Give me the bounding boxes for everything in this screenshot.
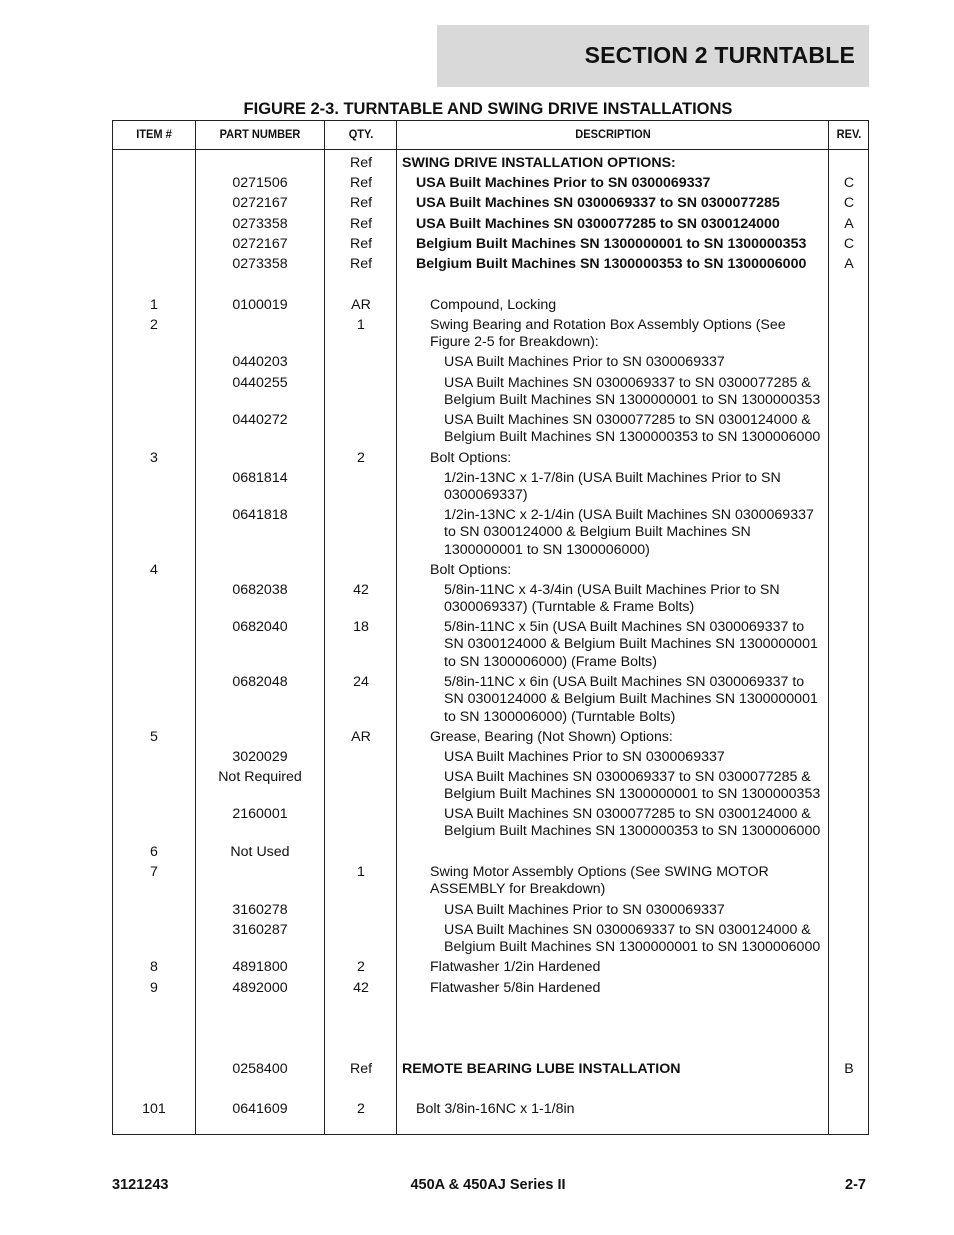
row-part-number: 3160278 [232,902,288,918]
row-description: USA Built Machines SN 0300077285 to SN 0300124000 [416,216,780,232]
row-rev: A [844,256,854,272]
row-part-number: 3160287 [232,922,288,938]
row-description: USA Built Machines SN 0300069337 to SN 0300077285 & Belgium Built Machines SN 1300000001 to SN 1300000353 [444,375,821,409]
row-item-number: 4 [150,562,158,578]
row-description: USA Built Machines Prior to SN 0300069337 [416,175,711,191]
row-part-number: Not Used [230,844,290,860]
footer-page-number: 2-7 [845,1177,866,1193]
row-description: USA Built Machines Prior to SN 0300069337 [444,902,725,918]
row-qty: 1 [357,317,365,333]
header-divider [113,149,868,150]
row-description: SWING DRIVE INSTALLATION OPTIONS: [402,155,676,171]
row-item-number: 2 [150,317,158,333]
section-title: SECTION 2 TURNTABLE [584,42,855,68]
row-rev: B [844,1061,854,1077]
row-qty: 2 [357,1101,365,1117]
row-item-number: 101 [142,1101,166,1117]
row-description: Compound, Locking [430,297,557,313]
row-qty: Ref [349,175,373,191]
row-part-number: 0641609 [232,1101,288,1117]
row-part-number: 0273358 [232,256,288,272]
row-description: Flatwasher 1/2in Hardened [430,959,601,975]
header-part-number: PART NUMBER [219,127,301,141]
row-item-number: 9 [150,980,158,996]
row-description: Bolt Options: [430,562,512,578]
row-item-number: 5 [150,729,158,745]
row-part-number: 0682038 [232,582,288,598]
row-part-number: 0681814 [232,470,288,486]
row-qty: 18 [353,619,369,635]
header-description: DESCRIPTION [575,127,651,141]
row-part-number: 0272167 [232,236,288,252]
row-description: Swing Bearing and Rotation Box Assembly Options (See Figure 2-5 for Breakdown): [430,317,786,351]
row-description: Belgium Built Machines SN 1300000001 to SN 1300000353 [416,236,807,252]
row-part-number: 0440272 [232,412,288,428]
row-part-number: 0272167 [232,195,288,211]
row-qty: Ref [349,195,373,211]
row-part-number: 0100019 [232,297,288,313]
row-part-number: 0440255 [232,375,288,391]
row-part-number: 0641818 [232,507,288,523]
section-banner [437,25,869,87]
row-part-number: 0258400 [232,1061,288,1077]
row-description: USA Built Machines SN 0300077285 to SN 0300124000 & Belgium Built Machines SN 1300000353 to SN 1300006000 [444,806,821,840]
row-part-number: 4892000 [232,980,288,996]
row-part-number: 0682048 [232,674,288,690]
row-description: Grease, Bearing (Not Shown) Options: [430,729,673,745]
row-part-number: 0273358 [232,216,288,232]
row-qty: Ref [349,155,373,171]
row-qty: 42 [353,980,369,996]
footer-doc-number: 3121243 [112,1177,169,1193]
row-qty: AR [351,297,371,313]
row-qty: Ref [349,236,373,252]
parts-table [112,120,869,1135]
header-item: ITEM # [136,127,172,141]
row-description: USA Built Machines Prior to SN 0300069337 [444,354,725,370]
row-qty: 42 [353,582,369,598]
row-qty: Ref [349,256,373,272]
row-qty: Ref [349,1061,373,1077]
row-qty: Ref [349,216,373,232]
figure-title: FIGURE 2-3. TURNTABLE AND SWING DRIVE INSTALLATIONS [243,100,733,118]
row-description: Belgium Built Machines SN 1300000353 to SN 1300006000 [416,256,807,272]
row-rev: C [843,175,855,191]
row-description: 5/8in-11NC x 4-3/4in (USA Built Machines Prior to SN 0300069337) (Turntable & Frame Bolts) [444,582,780,616]
row-part-number: 3020029 [232,749,288,765]
row-description: Flatwasher 5/8in Hardened [430,980,601,996]
row-item-number: 6 [150,844,158,860]
row-rev: C [843,236,855,252]
row-qty: 2 [357,450,365,466]
row-description: REMOTE BEARING LUBE INSTALLATION [402,1061,681,1077]
row-description: USA Built Machines SN 0300069337 to SN 0300077285 [416,195,780,211]
row-qty: 1 [357,864,365,880]
row-part-number: 4891800 [232,959,288,975]
row-qty: AR [351,729,371,745]
row-description: 1/2in-13NC x 2-1/4in (USA Built Machines SN 0300069337 to SN 0300124000 & Belgium Built Machines SN 1300000001 to SN 1300006000) [444,507,814,558]
row-description: USA Built Machines SN 0300077285 to SN 0300124000 & Belgium Built Machines SN 1300000353 to SN 1300006000 [444,412,821,446]
row-description: Bolt 3/8in-16NC x 1-1/8in [416,1101,575,1117]
row-description: 5/8in-11NC x 6in (USA Built Machines SN 0300069337 to SN 0300124000 & Belgium Built Machines SN 1300000001 to SN 1300006000) (Turntable Bolts) [444,674,818,725]
row-item-number: 3 [150,450,158,466]
row-description: USA Built Machines SN 0300069337 to SN 0300077285 & Belgium Built Machines SN 1300000001 to SN 1300000353 [444,769,821,803]
row-description: USA Built Machines SN 0300069337 to SN 0300124000 & Belgium Built Machines SN 1300000001 to SN 1300006000 [444,922,821,956]
row-part-number: 0682040 [232,619,288,635]
row-item-number: 8 [150,959,158,975]
row-rev: C [843,195,855,211]
row-part-number: 0440203 [232,354,288,370]
row-part-number: 0271506 [232,175,288,191]
row-item-number: 7 [150,864,158,880]
row-description: Swing Motor Assembly Options (See SWING MOTOR ASSEMBLY for Breakdown) [430,864,769,898]
row-description: Bolt Options: [430,450,512,466]
row-rev: A [844,216,854,232]
row-part-number: Not Required [218,769,302,785]
row-qty: 24 [353,674,369,690]
row-part-number: 2160001 [232,806,288,822]
footer-model: 450A & 450AJ Series II [410,1177,566,1193]
row-description: 5/8in-11NC x 5in (USA Built Machines SN 0300069337 to SN 0300124000 & Belgium Built Machines SN 1300000001 to SN 1300006000) (Frame Bolts) [444,619,818,670]
row-qty: 2 [357,959,365,975]
header-rev: REV. [836,127,862,141]
row-description: 1/2in-13NC x 1-7/8in (USA Built Machines Prior to SN 0300069337) [444,470,781,504]
row-description: USA Built Machines Prior to SN 0300069337 [444,749,725,765]
row-item-number: 1 [150,297,158,313]
header-qty: QTY. [348,127,374,141]
